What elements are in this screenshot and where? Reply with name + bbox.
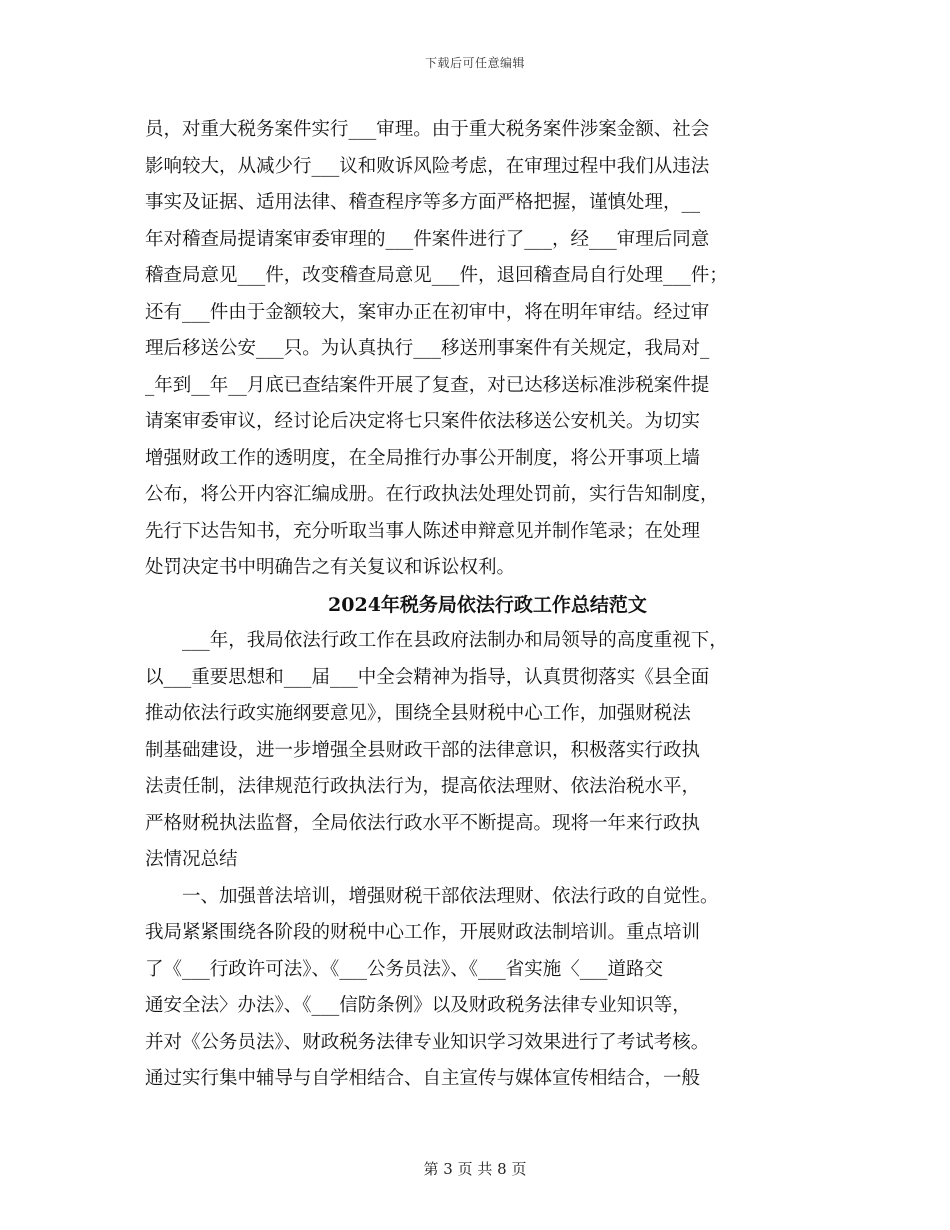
paragraph-line: 增强财政工作的透明度，在全局推行办事公开制度，将公开事项上墙	[145, 447, 701, 469]
document-title: 2024年税务局依法行政工作总结范文	[328, 593, 647, 616]
paragraph-line: 了《___行政许可法》、《___公务员法》、《___省实施〈___道路交	[145, 958, 664, 980]
paragraph-line: 员，对重大税务案件实行___审理。由于重大税务案件涉案金额、社会	[145, 119, 710, 140]
paragraph-line: 法责任制，法律规范行政执法行为，提高依法理财、依法治税水平，	[145, 776, 701, 797]
page-number: 第 3 页 共 8 页	[423, 1160, 527, 1178]
paragraph-line: 请案审委审议，经讨论后决定将七只案件依法移送公安机关。为切实	[145, 411, 701, 432]
paragraph-line: 一、加强普法培训，增强财税干部依法理财、依法行政的自觉性。	[145, 885, 719, 907]
paragraph-line: 公布，将公开内容汇编成册。在行政执法处理处罚前，实行告知制度，	[145, 484, 719, 505]
paragraph-line: 我局紧紧围绕各阶段的财税中心工作，开展财政法制培训。重点培训	[145, 922, 701, 943]
paragraph-line: 严格财税执法监督，全局依法行政水平不断提高。现将一年来行政执	[145, 812, 701, 834]
paragraph-line: _年到__年__月底已查结案件开展了复查，对已达移送标准涉税案件提	[145, 374, 710, 396]
paragraph-line: 通过实行集中辅导与自学相结合、自主宣传与媒体宣传相结合，一般	[145, 1068, 701, 1089]
paragraph-line: 事实及证据、适用法律、稽查程序等多方面严格把握，谨慎处理，__	[145, 192, 701, 213]
paragraph-line: ___年，我局依法行政工作在县政府法制办和局领导的高度重视下，	[145, 630, 728, 651]
paragraph-line: 理后移送公安___只。为认真执行___移送刑事案件有关规定，我局对_	[145, 338, 710, 359]
paragraph-line: 处罚决定书中明确告之有关复议和诉讼权利。	[145, 557, 516, 578]
page-header-note: 下载后可任意编辑	[424, 56, 525, 70]
paragraph-line: 先行下达告知书，充分听取当事人陈述申辩意见并制作笔录；在处理	[145, 520, 701, 542]
paragraph-line: 以___重要思想和___届___中全会精神为指导，认真贯彻落实《县全面	[145, 666, 710, 688]
paragraph-line: 通安全法〉办法》、《___信防条例》以及财政税务法律专业知识等，	[145, 995, 691, 1016]
paragraph-line: 年对稽查局提请案审委审理的___件案件进行了___，经___审理后同意	[145, 228, 710, 250]
paragraph-line: 还有___件由于金额较大，案审办正在初审中，将在明年审结。经过审	[145, 301, 710, 323]
paragraph-line: 稽查局意见___件，改变稽查局意见___件，退回稽查局自行处理___件；	[145, 265, 728, 286]
paragraph-line: 法情况总结	[145, 849, 238, 870]
paragraph-line: 推动依法行政实施纲要意见》，围绕全县财税中心工作，加强财税法	[145, 703, 691, 724]
paragraph-line: 制基础建设，进一步增强全县财政干部的法律意识，积极落实行政执	[145, 739, 701, 761]
paragraph-line: 并对《公务员法》、财政税务法律专业知识学习效果进行了考试考核。	[145, 1031, 710, 1053]
document-body	[145, 112, 810, 1098]
paragraph-line: 影响较大，从减少行___议和败诉风险考虑，在审理过程中我们从违法	[145, 155, 710, 177]
